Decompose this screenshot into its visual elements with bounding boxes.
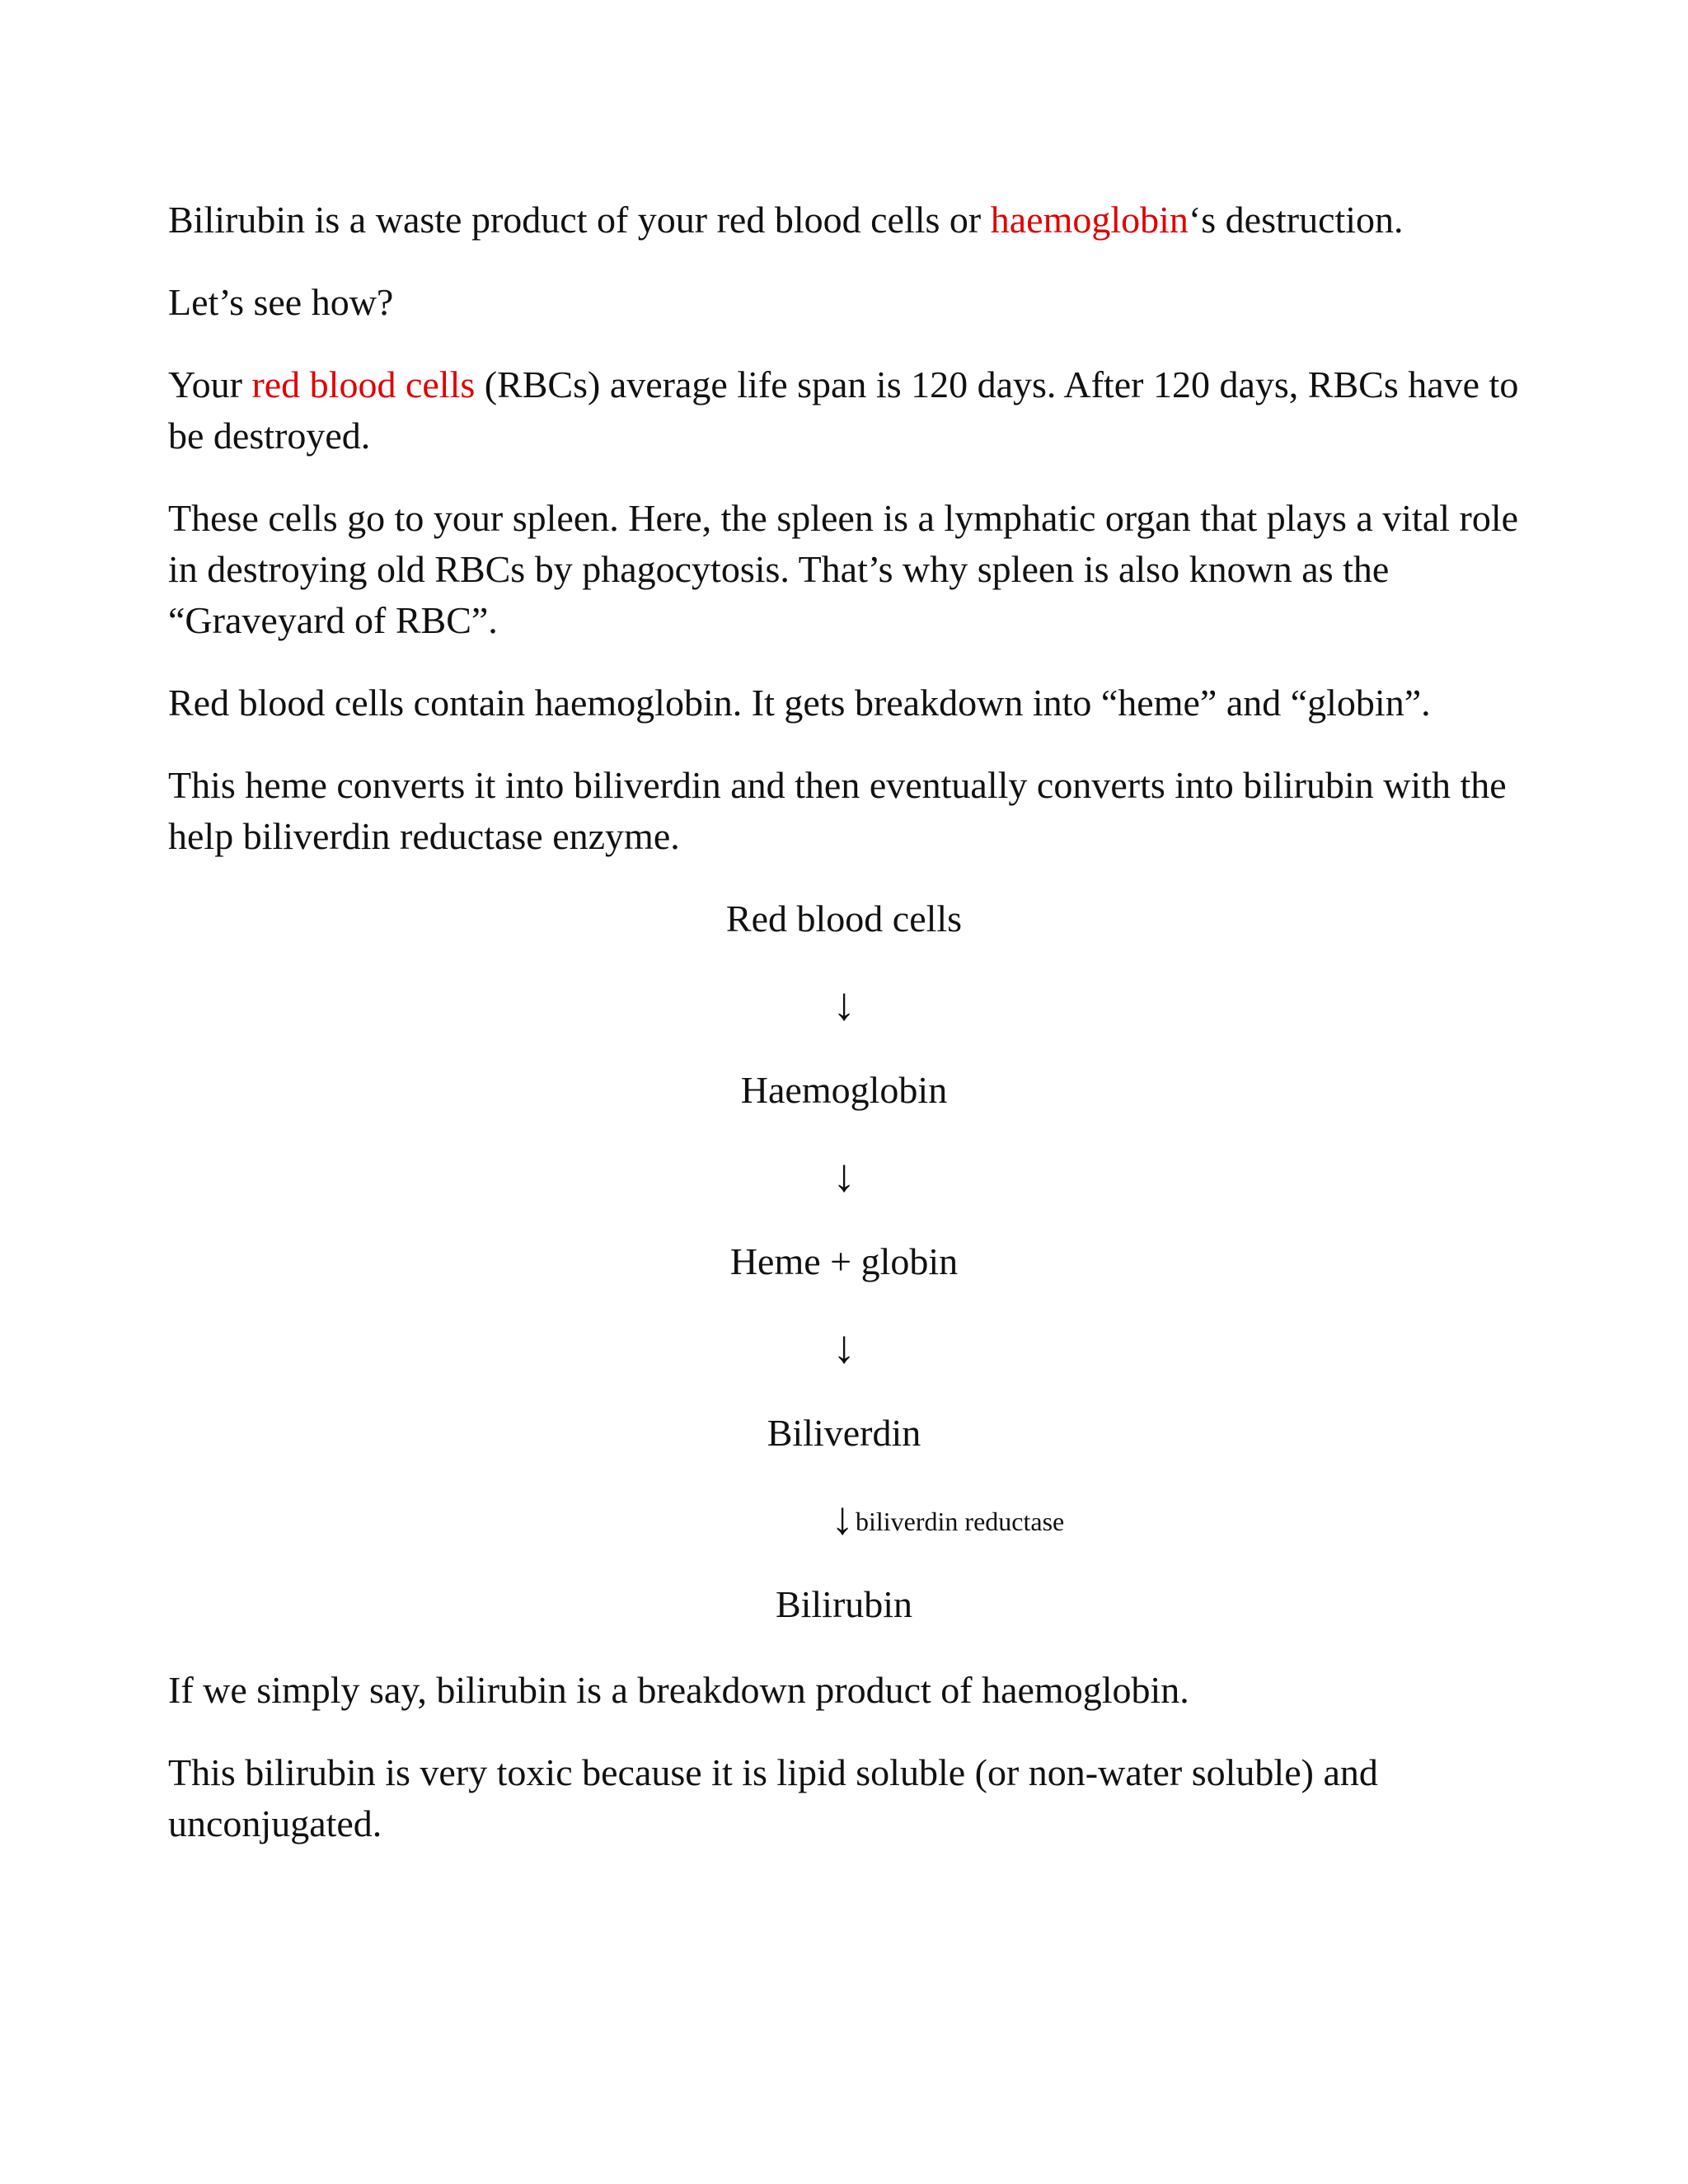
down-arrow-icon: ↓ (832, 979, 856, 1030)
paragraph-lifespan-text: (RBCs) average life span is 120 days. After 120 days, RBCs have to be destroyed. (168, 363, 1519, 457)
paragraph-intro-text: Bilirubin is a waste product of your red blood cells or (168, 199, 991, 241)
paragraph-question: Let’s see how? (168, 281, 394, 323)
red-blood-cells-link[interactable]: red blood cells (251, 363, 476, 405)
paragraph-spleen: These cells go to your spleen. Here, the spleen is a lymphatic organ that plays a vital role in destroying old RBCs by phagocytosis. That’s why spleen is also known as the “Graveyard of RBC”. (168, 497, 1519, 641)
article-body (168, 194, 1520, 1881)
haemoglobin-link[interactable]: haemoglobin (990, 199, 1189, 241)
down-arrow-icon: ↓ (831, 1493, 854, 1544)
flow-step-heme-globin: Heme + globin (729, 1240, 959, 1282)
paragraph-intro-suffix: ‘s destruction. (1188, 199, 1404, 241)
paragraph-intro (168, 194, 1520, 246)
flow-step-red-blood-cells: Red blood cells (725, 898, 963, 940)
enzyme-arrow (168, 1493, 1520, 1544)
paragraph-heme: This heme converts it into biliverdin and then eventually converts into bilirubin with the help biliverdin reductase enzyme. (168, 764, 1507, 857)
paragraph-lifespan-prefix: Your (168, 363, 252, 405)
down-arrow-icon: ↓ (832, 1322, 856, 1373)
paragraph-lifespan (168, 359, 1520, 462)
paragraph-haemoglobin: Red blood cells contain haemoglobin. It gets breakdown into “heme” and “globin”. (168, 682, 1431, 724)
paragraph-toxicity: This bilirubin is very toxic because it is lipid soluble (or non-water soluble) and unconjugated. (168, 1751, 1378, 1844)
flow-step-biliverdin: Biliverdin (767, 1412, 921, 1454)
bilirubin-flow-diagram (168, 893, 1520, 1630)
flow-step-bilirubin: Bilirubin (775, 1583, 913, 1625)
paragraph-summary: If we simply say, bilirubin is a breakdown product of haemoglobin. (168, 1669, 1189, 1711)
flow-step-haemoglobin: Haemoglobin (740, 1069, 948, 1111)
down-arrow-icon: ↓ (832, 1151, 856, 1202)
enzyme-label: biliverdin reductase (856, 1507, 1065, 1536)
